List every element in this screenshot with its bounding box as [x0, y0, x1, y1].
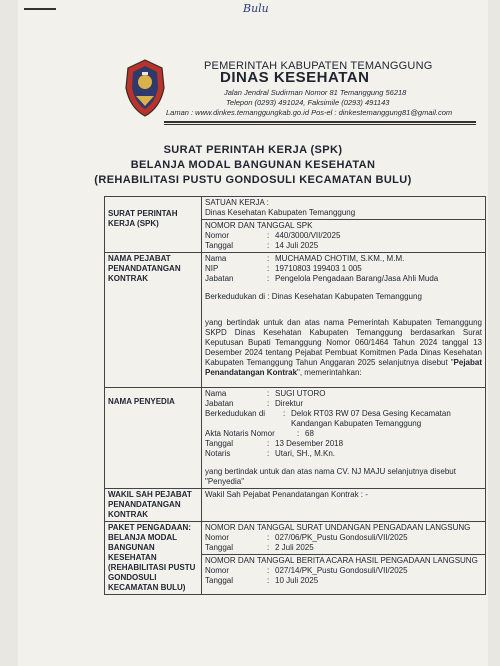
spk-content: SATUAN KERJA : Dinas Kesehatan Kabupaten Temanggung NOMOR DAN TANGGAL SPK Nomor : 440/3000/VII/2025 Tanggal : 14 Juli 2025: [202, 197, 486, 253]
spk-table: [104, 196, 486, 595]
wakil-label: WAKIL SAH PEJABAT PENANDATANGAN KONTRAK: [105, 489, 202, 522]
letterhead-rule-thin: [164, 124, 476, 125]
letterhead-web: Laman : www.dinkes.temanggungkab.go.id Pos-el : dinkestemanggung81@gmail.com: [166, 108, 453, 117]
penyedia-content: Nama : SUGI UTORO Jabatan : Direktur Berkedudukan di : Delok RT03 RW 07 Desa Gesing Kecamatan Kandangan Kabupaten Temanggung Akta Notaris Nomor : 68 Tanggal : 13 Desember 2018 Notaris : Utari, SH., M.Kn. yang bertindak untuk dan atas nama CV. NJ MAJU selanjutnya disebut "Penyedia": [202, 388, 486, 489]
doc-subtitle: BELANJA MODAL BANGUNAN KESEHATAN: [130, 159, 376, 171]
wakil-content: Wakil Sah Pejabat Penandatangan Kontrak : -: [202, 489, 486, 522]
pen-mark: [24, 8, 56, 10]
letterhead-rule: [164, 121, 476, 123]
letterhead-phone: Telepon (0293) 491024, Faksimile (0293) 491143: [226, 98, 390, 107]
letterhead-agency: DINAS KESEHATAN: [220, 69, 370, 86]
penyedia-paragraph: yang bertindak untuk dan atas nama CV. NJ MAJU selanjutnya disebut "Penyedia": [205, 467, 456, 486]
pejabat-label: NAMA PEJABAT PENANDATANGAN KONTRAK: [105, 253, 202, 388]
doc-title: SURAT PERINTAH KERJA (SPK): [163, 144, 343, 156]
penyedia-label: NAMA PENYEDIA: [105, 388, 202, 489]
letterhead-address: Jalan Jendral Sudirman Nomor 81 Temanggung 56218: [224, 88, 407, 97]
document-page: [18, 0, 488, 666]
pejabat-content: Nama : MUCHAMAD CHOTIM, S.KM., M.M. NIP : 19710803 199403 1 005 Jabatan : Pengelola Pengadaan Barang/Jasa Ahli Muda Berkedudukan di : Dinas Kesehatan Kabupaten Temanggung yang bertindak untuk dan atas nama Pemerintah Kabupaten Temanggung SKPD Dinas Kesehatan Kabupaten Temanggung berdasarkan Surat Keputusan Bupati Temanggung Nomor 060/1464 Tahun 2024 tanggal 13 Desember 2024 tentang Pejabat Pembuat Komitmen Pada Dinas Kesehatan Kabupaten Temanggung Tahun Anggaran 2025 selanjutnya disebut "Pejabat Penandatangan Kontrak", memerintahkan:: [202, 253, 486, 388]
paket-label: PAKET PENGADAAN: BELANJA MODAL BANGUNAN KESEHATAN (REHABILITASI PUSTU GONDOSULI KECAMATAN BULU): [105, 522, 202, 595]
paket-content: NOMOR DAN TANGGAL SURAT UNDANGAN PENGADAAN LANGSUNG Nomor : 027/06/PK_Pustu Gondosuli/VII/2025 Tanggal : 2 Juli 2025 NOMOR DAN TANGGAL BERITA ACARA HASIL PENGADAAN LANGSUNG Nomor : 027/14/PK_Pustu Gondosuli/VII/2025 Tanggal : 10 Juli 2025: [202, 522, 486, 595]
table-row: [105, 197, 486, 253]
letterhead-government: PEMERINTAH KABUPATEN TEMANGGUNG: [204, 60, 433, 72]
table-row: [105, 489, 486, 522]
spk-label: SURAT PERINTAH KERJA (SPK): [105, 197, 202, 253]
table-row: [105, 388, 486, 489]
table-row: [105, 253, 486, 388]
table-row: [105, 522, 486, 595]
doc-subtitle-2: (REHABILITASI PUSTU GONDOSULI KECAMATAN BULU): [94, 174, 412, 186]
pejabat-paragraph: yang bertindak untuk dan atas nama Pemerintah Kabupaten Temanggung SKPD Dinas Kesehatan Kabupaten Temanggung berdasarkan Surat Keputusan Bupati Temanggung Nomor 060/1464 Tahun 2024 tanggal 13 Desember 2024 tentang Pejabat Pembuat Komitmen Pada Dinas Kesehatan Kabupaten Temanggung Tahun Anggaran 2025 selanjutnya disebut "Pejabat Penandatangan Kontrak", memerintahkan:: [205, 318, 482, 377]
regency-emblem-icon: [122, 58, 168, 118]
handwritten-note: Bulu: [243, 2, 269, 15]
